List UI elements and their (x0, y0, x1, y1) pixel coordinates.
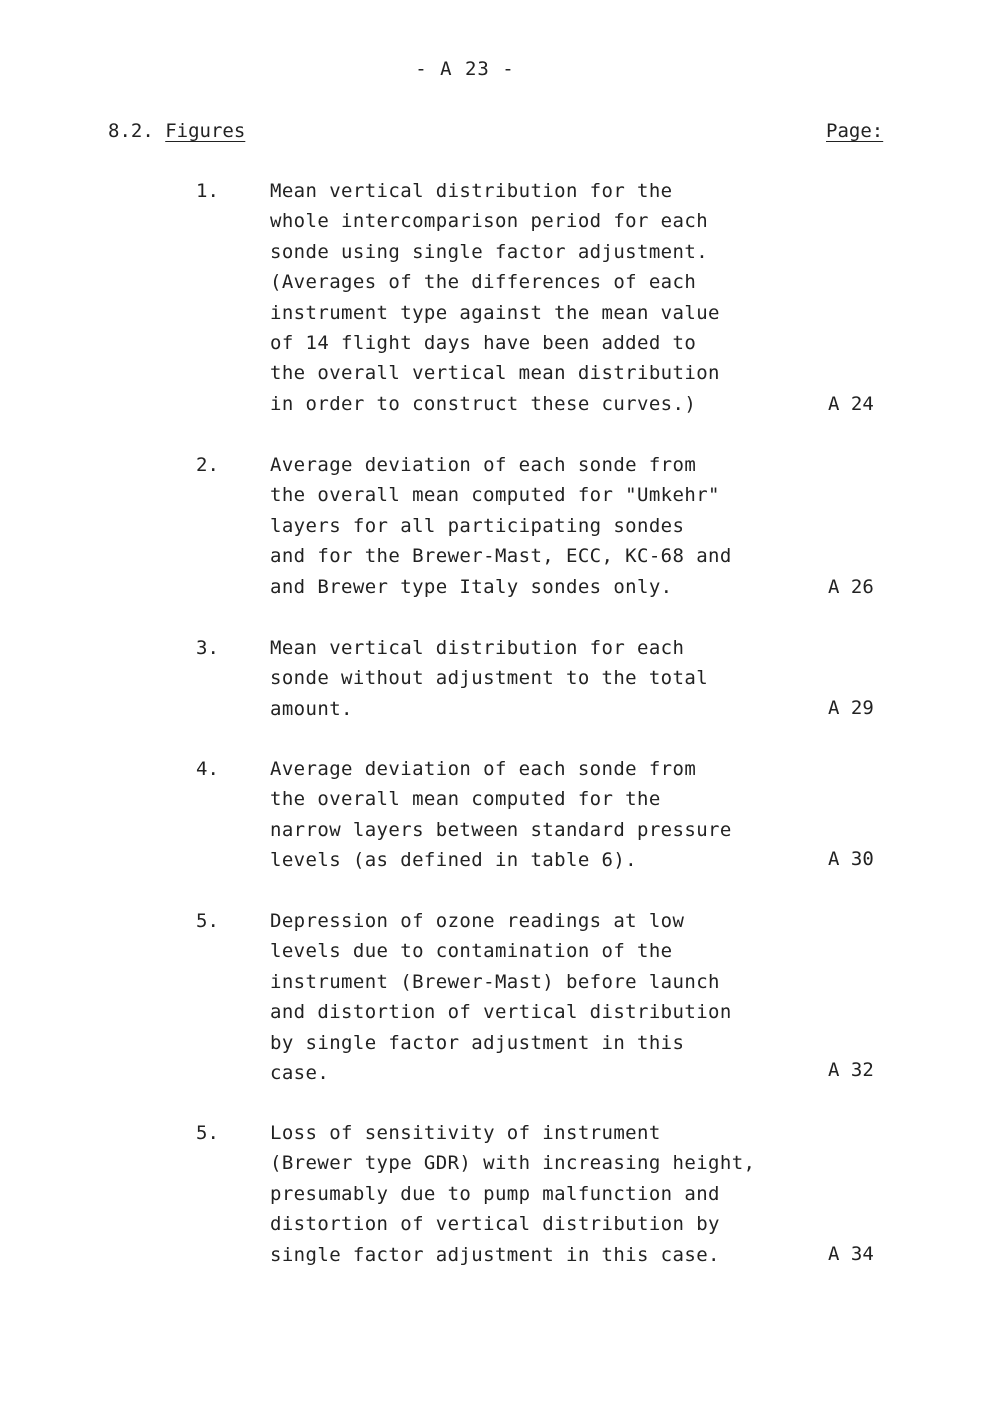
list-item-page: A 29 (828, 697, 874, 719)
list-item-page: A 26 (828, 576, 874, 598)
section-heading (108, 120, 245, 142)
description-line: Mean vertical distribution for each (270, 637, 685, 659)
description-line: Mean vertical distribution for the (270, 180, 673, 202)
description-line: Average deviation of each sonde from (270, 454, 697, 476)
list-item-description (270, 1118, 755, 1270)
description-line: Average deviation of each sonde from (270, 758, 697, 780)
section-number: 8.2. (108, 120, 154, 142)
description-line: case. (270, 1061, 330, 1084)
description-line: levels (as defined in table 6). (270, 849, 638, 872)
description-line: by single factor adjustment in this (270, 1031, 685, 1054)
list-item-description (270, 633, 708, 724)
list-item-description (270, 754, 732, 876)
description-line: sonde without adjustment to the total (270, 667, 709, 690)
description-line: and Brewer type Italy sondes only. (270, 575, 673, 598)
description-line: presumably due to pump malfunction and (270, 1182, 720, 1205)
list-item-page: A 32 (828, 1059, 874, 1081)
description-line: instrument (Brewer-Mast) before launch (270, 970, 720, 993)
description-line: of 14 flight days have been added to (270, 331, 697, 354)
list-item-page: A 24 (828, 393, 874, 415)
description-line: layers for all participating sondes (270, 514, 685, 537)
page-column-heading: Page: (826, 120, 884, 142)
description-line: and distortion of vertical distribution (270, 1001, 732, 1024)
description-line: (Brewer type GDR) with increasing height, (270, 1152, 756, 1175)
list-item-page: A 34 (828, 1243, 874, 1265)
list-item-number: 2. (196, 454, 219, 476)
section-title: Figures (165, 120, 246, 142)
description-line: Depression of ozone readings at low (270, 910, 685, 932)
list-item-number: 1. (196, 180, 219, 202)
description-line: distortion of vertical distribution by (270, 1213, 720, 1236)
list-item-number: 3. (196, 637, 219, 659)
description-line: whole intercomparison period for each (270, 210, 709, 233)
description-line: Loss of sensitivity of instrument (270, 1122, 661, 1144)
list-item-description (270, 906, 732, 1088)
list-item-description (270, 450, 732, 602)
description-line: instrument type against the mean value (270, 301, 720, 324)
description-line: in order to construct these curves.) (270, 392, 697, 415)
description-line: sonde using single factor adjustment. (270, 240, 709, 263)
description-line: levels due to contamination of the (270, 940, 673, 963)
page-number: - A 23 - (415, 58, 515, 80)
list-item-description (270, 176, 720, 419)
description-line: (Averages of the differences of each (270, 271, 697, 294)
list-item-number: 5. (196, 1122, 219, 1144)
description-line: the overall vertical mean distribution (270, 362, 720, 385)
list-item-page: A 30 (828, 848, 874, 870)
description-line: amount. (270, 697, 353, 720)
list-item-number: 4. (196, 758, 219, 780)
list-item-number: 5. (196, 910, 219, 932)
description-line: and for the Brewer-Mast, ECC, KC-68 and (270, 545, 732, 568)
description-line: narrow layers between standard pressure (270, 818, 732, 841)
description-line: single factor adjustment in this case. (270, 1243, 720, 1266)
description-line: the overall mean computed for the (270, 788, 661, 811)
description-line: the overall mean computed for "Umkehr" (270, 484, 720, 507)
